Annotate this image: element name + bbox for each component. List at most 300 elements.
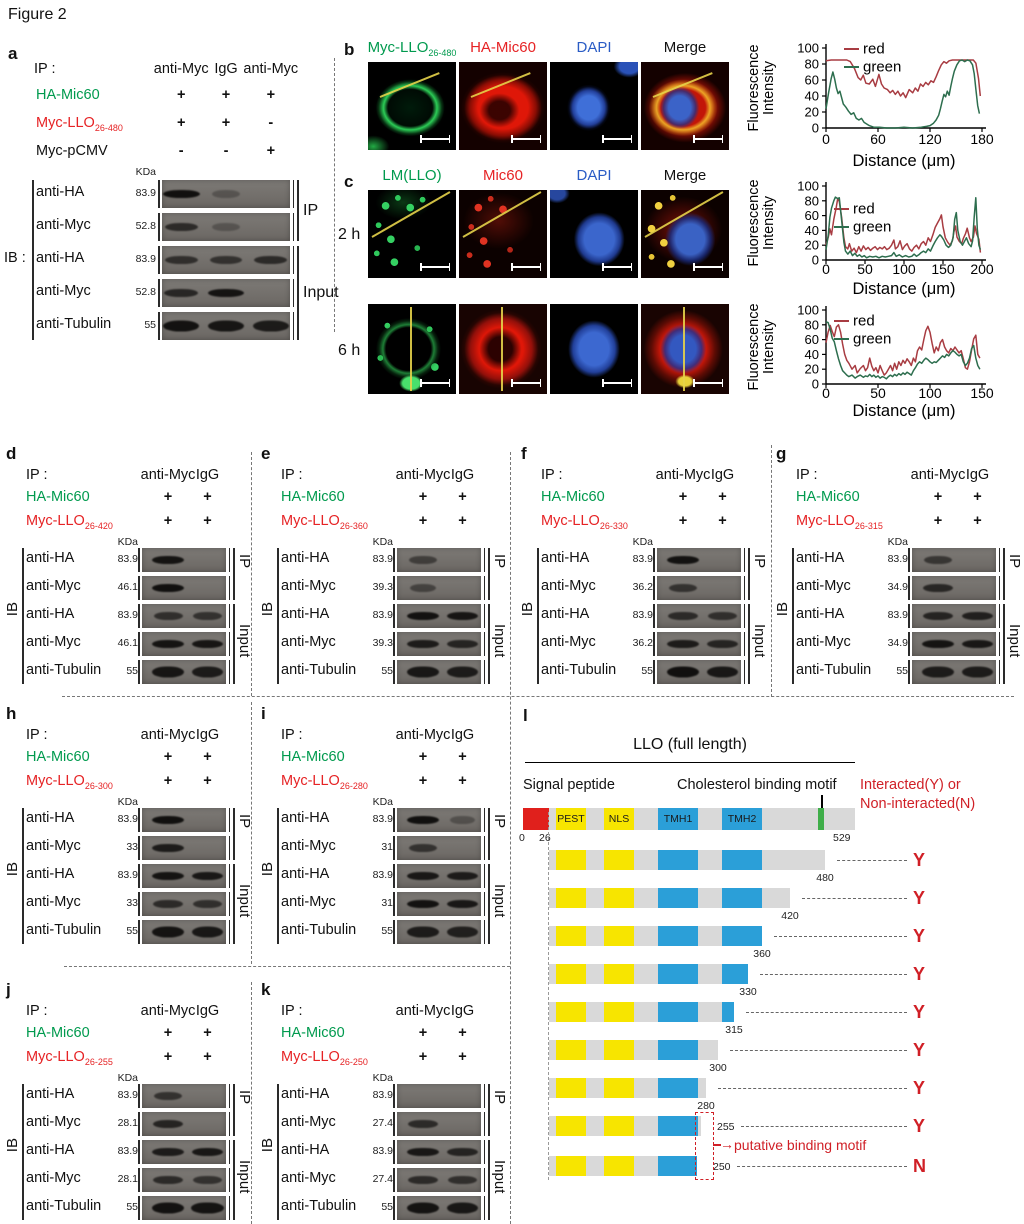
ip-antibody-header: IgG <box>965 467 990 483</box>
strip-edge <box>138 632 140 656</box>
blot-band <box>165 256 198 264</box>
blot-strip <box>397 1112 481 1136</box>
plus-minus-value: + <box>678 513 688 529</box>
antibody-label: anti-Tubulin <box>26 1198 102 1214</box>
antibody-label: anti-Myc <box>281 578 336 594</box>
construct-end-residue: 480 <box>816 872 834 884</box>
blot-group-label: Input <box>236 1160 253 1194</box>
blot-band <box>409 844 438 852</box>
strip-edge <box>744 660 746 684</box>
ip-antibody-header: IgG <box>450 1003 475 1019</box>
antibody-label: anti-Tubulin <box>281 662 357 678</box>
antibody-label: anti-HA <box>281 866 330 882</box>
blot-band <box>447 1148 477 1156</box>
construct-name: HA-Mic60 <box>541 489 605 505</box>
construct-domain-NLS <box>604 888 634 908</box>
blot-group-bracket <box>1003 548 1005 600</box>
strip-edge <box>393 1112 395 1136</box>
construct-name: Myc-LLO <box>26 513 85 529</box>
scale-bar-cap <box>722 135 724 143</box>
blot-band <box>447 872 478 880</box>
cholesterol-binding-motif <box>818 808 824 830</box>
construct-bar-420 <box>549 888 790 908</box>
strip-edge <box>908 576 910 600</box>
strip-edge <box>393 864 395 888</box>
molecular-weight: 83.9 <box>372 609 393 621</box>
scale-bar-cap <box>631 379 633 387</box>
construct-label <box>281 1026 345 1042</box>
interaction-result: Y <box>913 1040 926 1060</box>
x-axis-label: Distance (μm) <box>852 402 956 420</box>
molecular-weight: 55 <box>896 665 908 677</box>
molecular-weight: 31 <box>381 841 393 853</box>
blot-group-label: IP <box>1006 554 1023 569</box>
x-tick-label: 150 <box>970 385 994 401</box>
ib-label: IB <box>4 862 21 877</box>
strip-edge <box>484 808 486 832</box>
blot-strip <box>397 836 481 860</box>
panel-letter-j: j <box>6 980 11 999</box>
blot-band <box>407 667 439 678</box>
ip-label: IP : <box>281 467 303 483</box>
ib-label: IB <box>259 602 276 617</box>
putative-motif-label: putative binding motif <box>734 1137 867 1153</box>
scale-bar-cap <box>602 379 604 387</box>
construct-domain-PEST <box>556 1156 586 1176</box>
strip-edge <box>138 836 140 860</box>
channel-title-text: Mic60 <box>482 167 523 184</box>
blot-group-label: IP <box>491 1090 508 1105</box>
kda-label: KDa <box>135 166 156 178</box>
blot-band <box>922 667 953 678</box>
molecular-weight: 83.9 <box>632 609 653 621</box>
blot-band <box>407 640 438 648</box>
construct-name: Myc-pCMV <box>36 143 108 159</box>
ip-label: IP : <box>796 467 818 483</box>
blot-strip <box>162 213 290 241</box>
panel-l <box>515 700 1024 1224</box>
plus-minus-value: + <box>458 489 467 505</box>
kda-label: KDa <box>117 1072 138 1084</box>
strip-edge <box>908 660 910 684</box>
construct-domain-TMH1 <box>658 964 698 984</box>
construct-domain-NLS <box>604 964 634 984</box>
kda-label: KDa <box>117 536 138 548</box>
connector-dashed-line <box>737 1166 907 1167</box>
panel-letter-c: c <box>344 172 354 191</box>
y-axis-label: FluorescenceIntensity <box>746 44 777 132</box>
plus-minus-value: + <box>203 1049 212 1065</box>
construct-domain-NLS <box>604 1078 634 1098</box>
blot-band <box>152 640 184 648</box>
antibody-label: anti-Tubulin <box>26 922 102 938</box>
molecular-weight: 83.9 <box>887 609 908 621</box>
antibody-label: anti-Myc <box>26 1170 81 1186</box>
blot-strip <box>142 1112 226 1136</box>
blot-band <box>407 612 439 620</box>
ip-antibody-header: IgG <box>214 61 238 77</box>
plus-minus-value: + <box>418 773 428 789</box>
ip-antibody-header: IgG <box>195 1003 220 1019</box>
antibody-label: anti-HA <box>26 1086 75 1102</box>
kda-label: KDa <box>372 796 393 808</box>
micrograph-c-2h-3 <box>641 190 729 278</box>
construct-domain-PEST <box>556 1040 586 1060</box>
plus-minus-value: + <box>163 489 173 505</box>
scale-bar-cap <box>511 263 513 271</box>
blot-group-label: IP <box>236 814 253 829</box>
construct-label <box>796 514 883 532</box>
strip-edge <box>138 576 140 600</box>
blot-band <box>192 640 224 648</box>
strip-edge <box>393 1196 395 1220</box>
ip-antibody-header: IgG <box>195 727 220 743</box>
construct-domain-TMH1 <box>658 888 698 908</box>
blot-band <box>152 872 184 880</box>
plus-minus-value: + <box>203 489 212 505</box>
panel-i <box>255 700 508 952</box>
blot-strip <box>397 576 481 600</box>
scale-bar-cap <box>693 379 695 387</box>
y-tick-label: 20 <box>804 104 819 120</box>
construct-label <box>281 774 368 792</box>
ib-label: IB <box>4 602 21 617</box>
strip-edge <box>393 1168 395 1192</box>
blot-group-bracket <box>488 604 490 684</box>
strip-edge <box>999 576 1001 600</box>
blot-group-label: Input <box>236 884 253 918</box>
plus-minus-value: + <box>176 115 186 131</box>
strip-edge <box>999 604 1001 628</box>
molecular-weight: 33 <box>126 897 138 909</box>
y-tick-label: 80 <box>804 56 819 72</box>
blot-strip <box>162 312 290 340</box>
blot-band <box>407 1203 439 1214</box>
antibody-label: anti-Myc <box>26 634 81 650</box>
blot-band <box>164 289 198 297</box>
construct-domain-NLS <box>604 1156 634 1176</box>
blot-strip <box>142 660 226 684</box>
blot-band <box>163 190 200 198</box>
scale-bar <box>602 382 632 385</box>
strip-edge <box>138 660 140 684</box>
blot-band <box>152 816 185 824</box>
connector-dashed-line <box>730 1050 907 1051</box>
panel-j <box>0 976 253 1224</box>
ip-antibody-header: IgG <box>450 467 475 483</box>
strip-edge <box>138 808 140 832</box>
blot-strip <box>142 576 226 600</box>
blot-band <box>450 816 475 824</box>
antibody-label: anti-HA <box>26 1142 75 1158</box>
construct-label <box>541 490 605 506</box>
strip-edge <box>158 279 160 307</box>
construct-domain-TMH1 <box>658 850 698 870</box>
molecular-weight: 55 <box>126 925 138 937</box>
blot-strip <box>397 604 481 628</box>
blot-band <box>922 640 954 648</box>
blot-band <box>667 667 700 678</box>
blot-band <box>447 927 478 938</box>
interaction-result: Y <box>913 1002 926 1022</box>
plus-minus-value: + <box>458 513 467 529</box>
strip-edge <box>484 1196 486 1220</box>
blot-group-bracket <box>233 1084 235 1136</box>
blot-band <box>253 321 289 332</box>
domain-PEST: PEST <box>556 808 586 830</box>
molecular-weight: 83.9 <box>117 1145 138 1157</box>
plus-minus-value: + <box>973 489 982 505</box>
panel-letter-l: l <box>523 706 528 725</box>
blot-band <box>669 584 698 592</box>
micrograph-c-6h-0 <box>368 304 456 394</box>
scale-bar-cap <box>449 379 451 387</box>
kda-label: KDa <box>887 536 908 548</box>
scale-bar-cap <box>540 135 542 143</box>
blot-strip <box>912 660 996 684</box>
y-tick-label: 20 <box>804 237 819 253</box>
strip-edge <box>653 604 655 628</box>
strip-edge <box>138 1084 140 1108</box>
antibody-label: anti-HA <box>26 866 75 882</box>
strip-edge <box>158 246 160 274</box>
plus-minus-value: + <box>221 87 231 103</box>
panel-e <box>255 440 508 692</box>
x-tick-label: 50 <box>857 261 873 277</box>
construct-domain-PEST <box>556 1116 586 1136</box>
molecular-weight: 83.9 <box>117 869 138 881</box>
blot-strip <box>142 920 226 944</box>
strip-edge <box>229 604 231 628</box>
construct-name: HA-Mic60 <box>36 87 100 103</box>
y-tick-label: 80 <box>804 193 819 209</box>
ip-antibody-header: IgG <box>450 727 475 743</box>
blot-group-bracket <box>488 548 490 600</box>
strip-edge <box>138 1196 140 1220</box>
construct-name: Myc-LLO <box>36 115 95 131</box>
blot-group-label: IP <box>751 554 768 569</box>
construct-bar-300 <box>549 1040 718 1060</box>
blot-band <box>962 640 994 648</box>
micrograph-c-6h-3 <box>641 304 729 394</box>
micrograph-b-3 <box>641 62 729 150</box>
ip-label: IP : <box>281 727 303 743</box>
antibody-label: anti-Tubulin <box>541 662 617 678</box>
plus-minus-value: + <box>418 1025 428 1041</box>
construct-end-residue: 360 <box>753 948 771 960</box>
strip-edge <box>229 1140 231 1164</box>
blot-strip <box>142 632 226 656</box>
x-tick-label: 100 <box>892 261 916 277</box>
construct-domain-TMH1 <box>658 1156 697 1176</box>
construct-bar-315 <box>549 1002 734 1022</box>
molecular-weight: 55 <box>144 319 156 331</box>
blot-band <box>668 612 697 620</box>
kda-label: KDa <box>372 536 393 548</box>
blot-group-bracket <box>488 1084 490 1136</box>
panel-h <box>0 700 253 952</box>
plus-minus-value: + <box>933 513 943 529</box>
blot-strip <box>397 920 481 944</box>
plus-minus-value: + <box>718 513 727 529</box>
molecular-weight: 46.1 <box>117 637 138 649</box>
construct-end-residue: 250 <box>713 1161 731 1173</box>
domain-TMH1: TMH1 <box>658 808 698 830</box>
y-tick-label: 80 <box>804 317 819 333</box>
ib-bracket-line <box>277 1084 279 1220</box>
divider <box>510 452 511 1224</box>
construct-label <box>26 1050 113 1068</box>
channel-title-text: Merge <box>663 39 707 56</box>
strip-edge <box>229 864 231 888</box>
ib-bracket-line <box>277 808 279 944</box>
construct-residues: 26-420 <box>84 520 113 531</box>
blot-group-bracket <box>233 604 235 684</box>
antibody-label: anti-Myc <box>541 634 596 650</box>
strip-edge <box>229 920 231 944</box>
putative-motif-box <box>695 1112 714 1180</box>
construct-domain-NLS <box>604 1116 634 1136</box>
y-tick-label: 40 <box>804 346 819 362</box>
series-line-red <box>826 325 980 375</box>
micrograph-c-2h-1 <box>459 190 547 278</box>
plus-minus-value: + <box>458 749 467 765</box>
blot-band <box>407 1148 439 1156</box>
scale-bar <box>602 138 632 141</box>
line-scan-chart-c-6h <box>742 298 1024 420</box>
construct-residues: 26-250 <box>339 1056 368 1067</box>
strip-edge <box>393 808 395 832</box>
strip-edge <box>293 246 295 274</box>
panel-letter-d: d <box>6 444 17 463</box>
construct-domain-PEST <box>556 888 586 908</box>
plus-minus-value: + <box>973 513 982 529</box>
panel-k <box>255 976 508 1224</box>
divider <box>64 966 510 967</box>
legend-label: red <box>863 40 885 58</box>
blot-strip <box>142 548 226 572</box>
plus-minus-value: + <box>458 1025 467 1041</box>
blot-group-bracket <box>1003 604 1005 684</box>
legend-label: green <box>853 330 892 348</box>
ip-antibody-header: anti-Myc <box>655 467 711 483</box>
construct-domain-PEST <box>556 926 586 946</box>
blot-group-bracket <box>488 1140 490 1220</box>
construct-name: HA-Mic60 <box>281 749 345 765</box>
blot-group-bracket <box>488 808 490 860</box>
construct-label <box>281 1050 368 1068</box>
construct-end-residue: 255 <box>717 1121 735 1133</box>
divider <box>251 452 252 696</box>
blot-group-bracket <box>748 604 750 684</box>
blot-group-label: Input <box>303 284 339 301</box>
construct-residues: 26-280 <box>339 780 368 791</box>
construct-name: Myc-LLO <box>26 1049 85 1065</box>
micrograph-b-2 <box>550 62 638 150</box>
micrograph-b-0 <box>368 62 456 150</box>
blot-band <box>923 584 953 592</box>
ib-bracket-line <box>32 180 34 340</box>
construct-domain-TMH1 <box>658 1040 698 1060</box>
molecular-weight: 83.9 <box>372 1145 393 1157</box>
strip-edge <box>158 180 160 208</box>
micrograph-c-2h-0 <box>368 190 456 278</box>
ib-label: IB <box>259 862 276 877</box>
title-underline <box>525 762 855 763</box>
scale-bar <box>602 266 632 269</box>
molecular-weight: 83.9 <box>135 253 156 265</box>
strip-edge <box>393 604 395 628</box>
strip-edge <box>484 1168 486 1192</box>
molecular-weight: 83.9 <box>372 1089 393 1101</box>
strip-edge <box>229 1112 231 1136</box>
y-tick-label: 0 <box>811 252 819 268</box>
strip-edge <box>908 632 910 656</box>
kda-label: KDa <box>117 796 138 808</box>
ip-antibody-header: anti-Myc <box>395 467 451 483</box>
construct-name: Myc-LLO <box>281 513 340 529</box>
plus-minus-value: + <box>458 1049 467 1065</box>
molecular-weight: 27.4 <box>372 1173 393 1185</box>
scale-bar <box>511 382 541 385</box>
antibody-label: anti-HA <box>26 550 75 566</box>
scale-bar-cap <box>511 379 513 387</box>
cholesterol-motif-label: Cholesterol binding motif <box>677 777 837 793</box>
construct-bar-330 <box>549 964 748 984</box>
antibody-label: anti-HA <box>281 606 330 622</box>
molecular-weight: 28.1 <box>117 1173 138 1185</box>
blot-band <box>254 256 287 264</box>
construct-label <box>36 144 108 160</box>
blot-band <box>447 612 479 620</box>
construct-name: Myc-LLO <box>26 773 85 789</box>
blot-strip <box>397 1168 481 1192</box>
blot-group-label: IP <box>303 201 319 219</box>
strip-edge <box>138 1140 140 1164</box>
scale-bar-cap <box>722 263 724 271</box>
molecular-weight: 83.9 <box>117 1089 138 1101</box>
channel-title-text: DAPI <box>576 167 612 184</box>
antibody-label: anti-Myc <box>796 578 851 594</box>
antibody-label: anti-Myc <box>281 1114 336 1130</box>
scale-bar-cap <box>631 263 633 271</box>
construct-name: HA-Mic60 <box>281 1025 345 1041</box>
ip-antibody-header: anti-Myc <box>140 467 196 483</box>
construct-name: HA-Mic60 <box>26 489 90 505</box>
blot-band <box>447 667 478 678</box>
strip-edge <box>393 920 395 944</box>
strip-edge <box>908 548 910 572</box>
blot-group-label: Input <box>491 884 508 918</box>
molecular-weight: 36.2 <box>632 637 653 649</box>
construct-bar-360 <box>549 926 762 946</box>
channel-title <box>631 168 739 185</box>
plus-minus-value: + <box>163 749 173 765</box>
scale-bar-cap <box>602 263 604 271</box>
strip-edge <box>393 576 395 600</box>
ip-label: IP : <box>34 61 56 77</box>
molecular-weight: 55 <box>381 1201 393 1213</box>
scale-bar <box>693 138 723 141</box>
blot-band <box>192 667 223 678</box>
divider <box>62 696 1014 697</box>
strip-edge <box>138 604 140 628</box>
scale-bar <box>693 382 723 385</box>
construct-residues: 26-360 <box>339 520 368 531</box>
strip-edge <box>229 660 231 684</box>
strip-edge <box>999 632 1001 656</box>
channel-title <box>631 40 739 57</box>
